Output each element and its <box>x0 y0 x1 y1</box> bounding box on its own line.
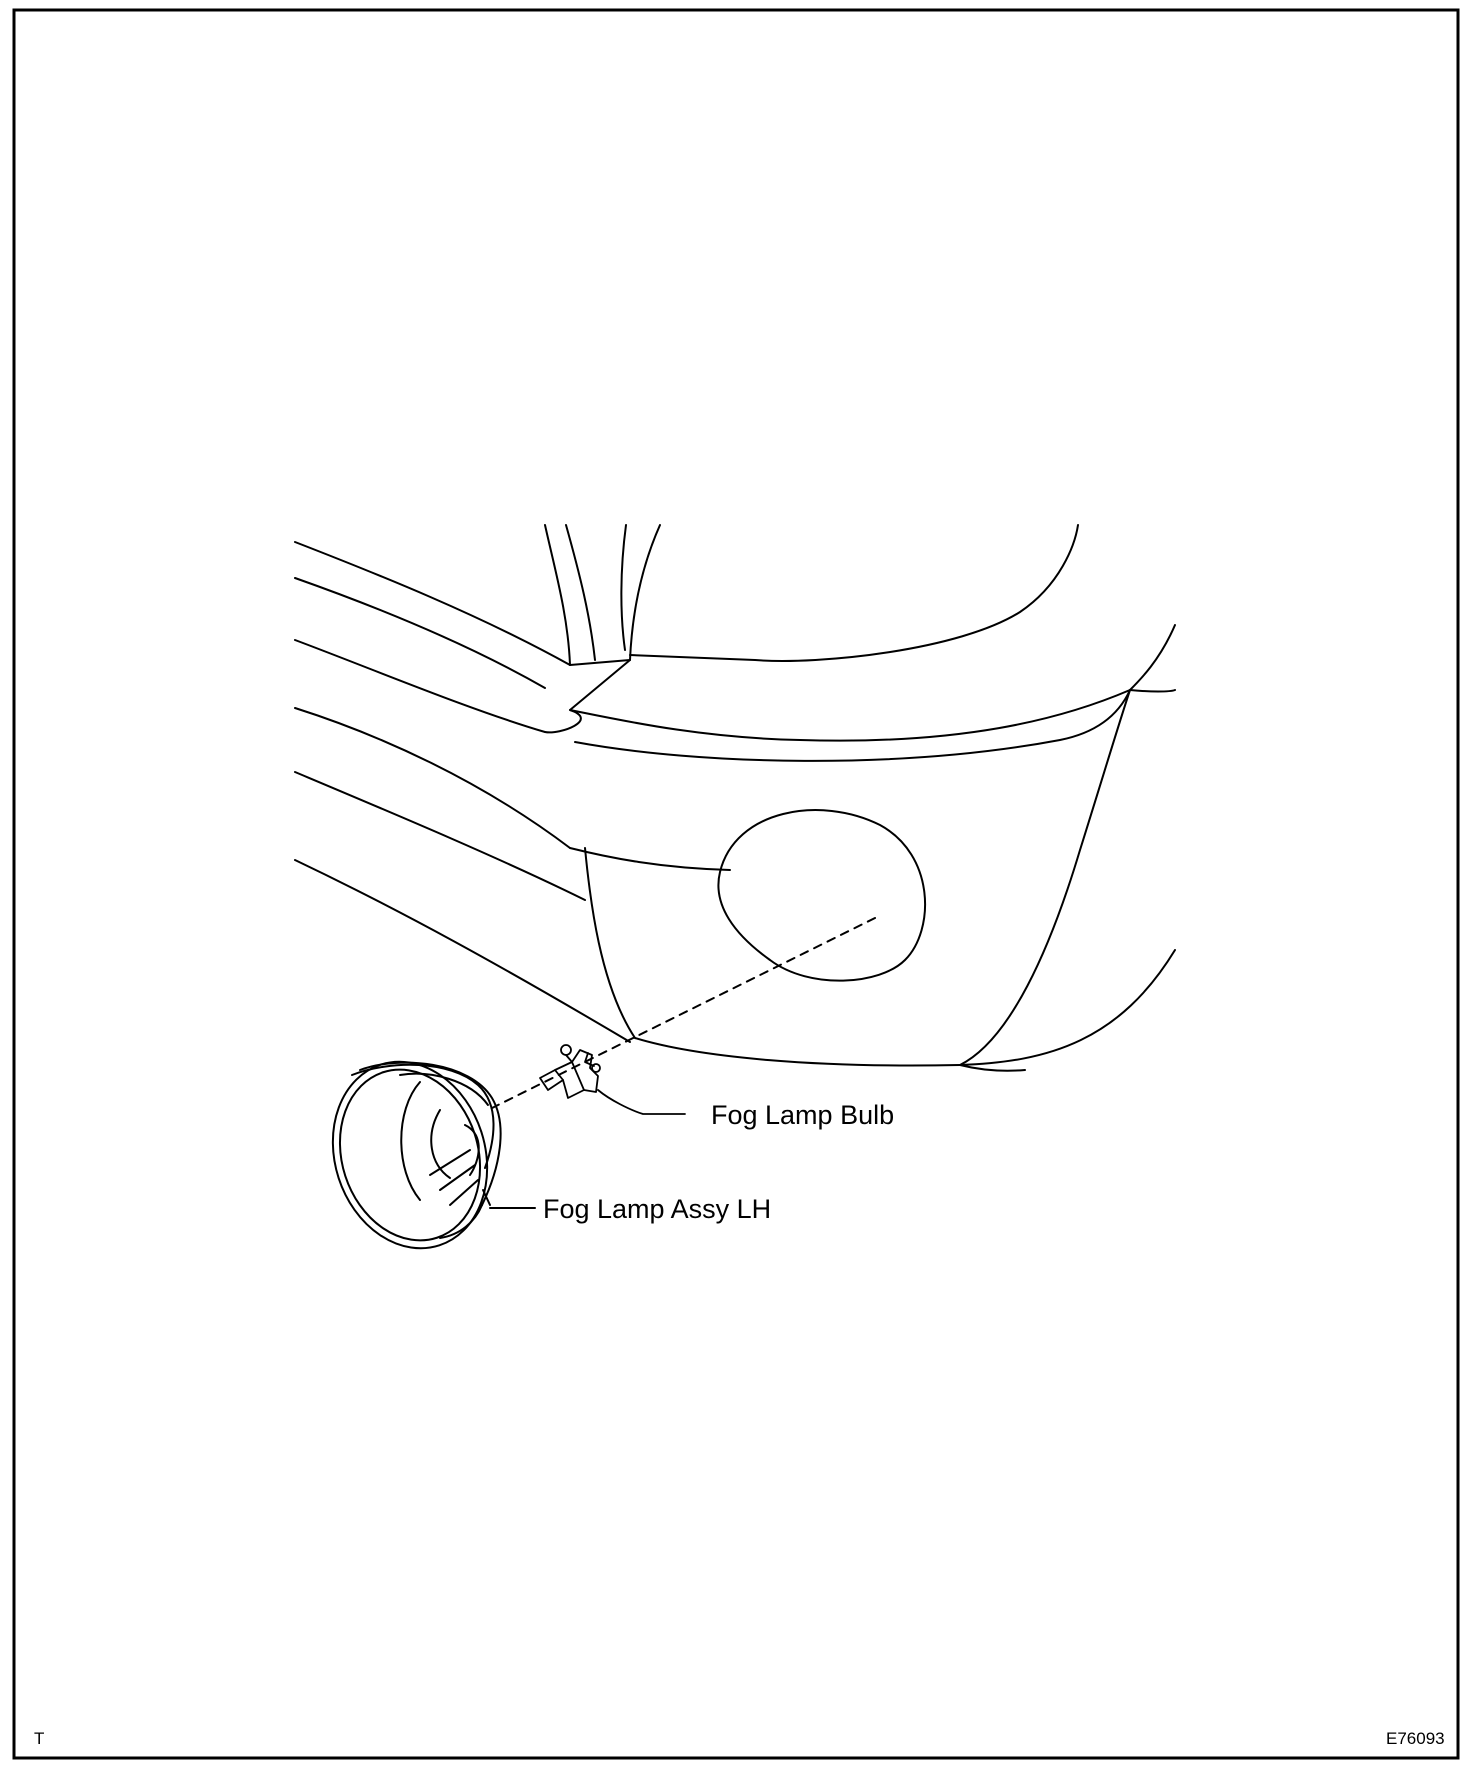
figure-id: E76093 <box>1386 1729 1445 1748</box>
fog-lamp-assembly-drawing <box>309 1041 535 1268</box>
diagram-border <box>14 10 1458 1758</box>
footer-left-code: T <box>34 1729 45 1748</box>
hood-pillar <box>545 525 660 665</box>
fog-lamp-bulb-drawing <box>540 1045 685 1114</box>
alignment-dashed-line <box>488 918 875 1110</box>
fog-lamp-opening <box>718 810 925 981</box>
fog-lamp-assy-lh-label: Fog Lamp Assy LH <box>543 1194 772 1224</box>
fog-lamp-bulb-label: Fog Lamp Bulb <box>711 1100 895 1130</box>
grille-lines <box>295 542 630 1042</box>
bumper-contour <box>570 625 1175 1071</box>
